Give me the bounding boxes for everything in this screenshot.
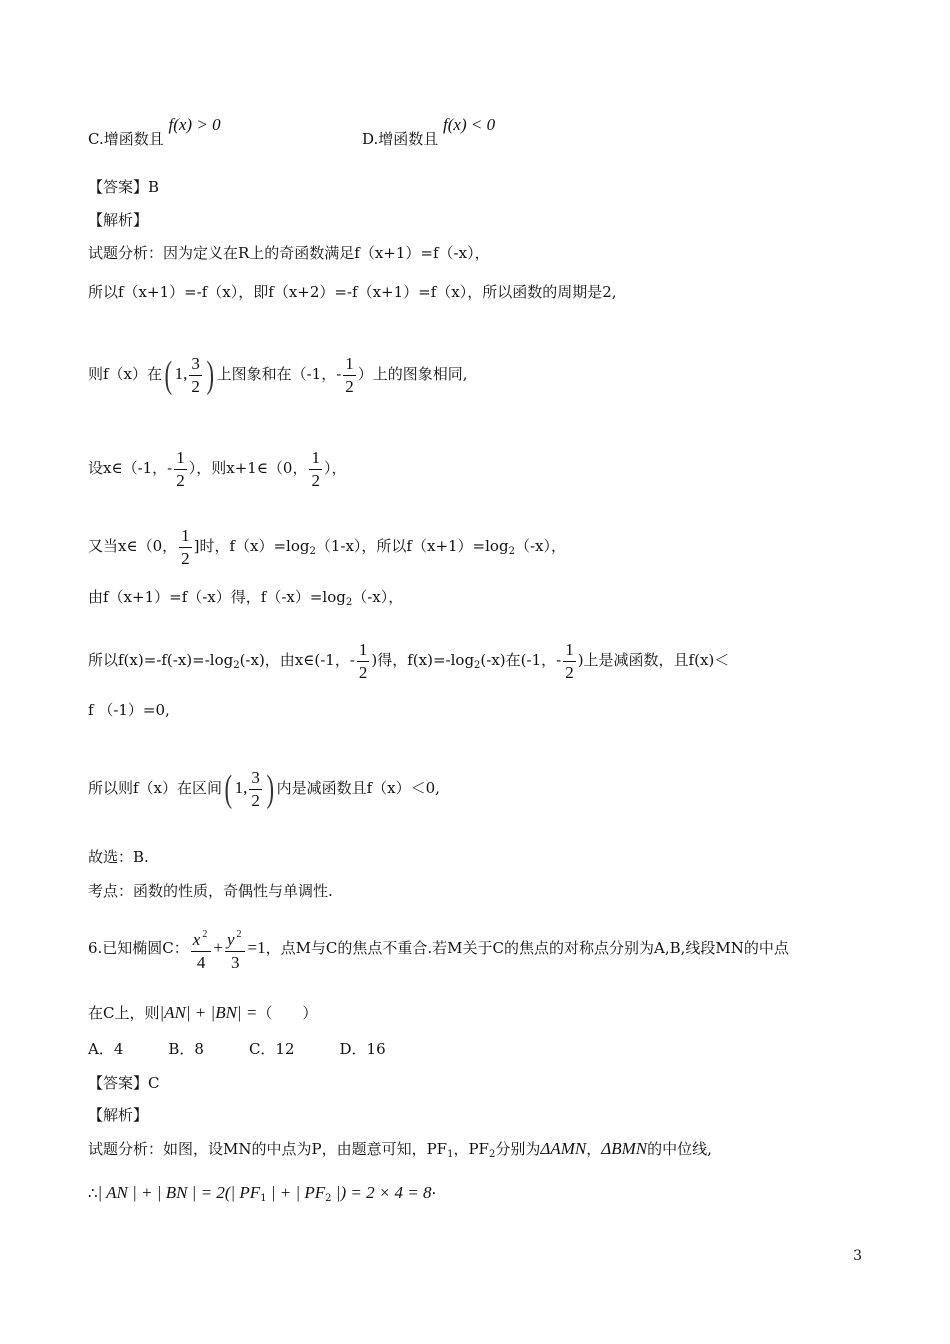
option-c [88, 115, 221, 150]
analysis-line: 由f（x+1）=f（-x）得，$f(-x)=\log_2(-x)$， [88, 588, 404, 608]
answer-q5: 【答案】B [88, 178, 160, 196]
fraction: $\frac{1}{2}$ [176, 447, 185, 490]
analysis-line: 试题分析：如图，设MN的中点为P，由题意可知，$PF_1$，$PF_2$分别为ΔAMN，ΔBMN的中位线, [88, 1139, 712, 1160]
fraction: $\frac{1}{2}$ [311, 447, 320, 490]
fraction: $\frac{y ^2}{3}$ [225, 924, 246, 974]
analysis-line: 则f（x）在( 1, $\frac{3}{2}$ ) 上图象和在（-1，- $\frac{1}{2}$ ）上的图象相同, [88, 353, 468, 396]
analysis-heading-q5: 【解析】 [88, 211, 149, 229]
question-6-stem-cont: 在C上，则|AN| + |BN| =（ ） [88, 1003, 318, 1022]
question-6-stem: 6.已知椭圆C： $\frac{x ^2}{4}$ + $\frac{y ^2}{3}$ =1，点M与C的焦点不重合.若M关于C的焦点的对称点分别为A,B,线段MN的中点 [88, 920, 789, 976]
option-d-math: f(x) < 0 [443, 115, 496, 134]
analysis-line: f （-1）=0, [88, 701, 170, 719]
analysis-heading-q6: 【解析】 [88, 1106, 149, 1124]
analysis-line: 所以f（x+1）=-f（x），即f（x+2）=-f（x+1）=f（x），所以函数的周期是2, [88, 283, 617, 301]
option-d-label: D.增函数且 [362, 130, 439, 148]
question-6-options: A．4 B．8 C．12 D．16 [88, 1040, 386, 1058]
analysis-line: ∴| AN | + | BN | = 2(| $PF_1$ | + | $PF_2$ |) = 2 × 4 = 8· [88, 1183, 437, 1204]
option-c-math: f(x) > 0 [168, 115, 221, 134]
analysis-line: 又当x∈（0， $\frac{1}{2}$ ]时，$f(x)=\log_2(1-x)$，所以$f(x+1)=\log_2(-x)$， [88, 525, 566, 568]
fraction: $\frac{3}{2}$ [191, 353, 200, 396]
answer-q6: 【答案】C [88, 1074, 160, 1092]
fraction: $\frac{1}{2}$ [565, 639, 574, 682]
key-point-line: 考点：函数的性质，奇偶性与单调性. [88, 882, 333, 900]
analysis-line: 故选：B. [88, 848, 149, 866]
option-c-label: C.增函数且 [88, 130, 164, 148]
fraction: $\frac{1}{2}$ [345, 353, 354, 396]
analysis-line: 试题分析：因为定义在R上的奇函数满足f（x+1）=f（-x）， [88, 244, 490, 262]
fraction: $\frac{1}{2}$ [358, 639, 368, 682]
fraction: $\frac{3}{2}$ [251, 767, 260, 810]
fraction: $\frac{x ^2}{4}$ [191, 924, 212, 974]
analysis-line: 所以则f（x）在区间( 1, $\frac{3}{2}$ ) 内是减函数且f（x）＜0, [88, 767, 440, 810]
page-number: 3 [853, 1248, 862, 1264]
fraction: $\frac{1}{2}$ [181, 525, 190, 568]
analysis-line: 所以$f(x)=-f(-x)=-\log_2(-x)$，由x∈(-1，- $\frac{1}{2}$ )得，$f(x)=-\log_2(-x)$在(-1，- $\frac{1}{2}$ )上是减函数，且f(x)＜ [88, 639, 730, 682]
analysis-line: 设x∈（-1，- $\frac{1}{2}$ ），则x+1∈（0， $\frac{1}{2}$ ）， [88, 447, 347, 490]
option-d [362, 115, 496, 150]
